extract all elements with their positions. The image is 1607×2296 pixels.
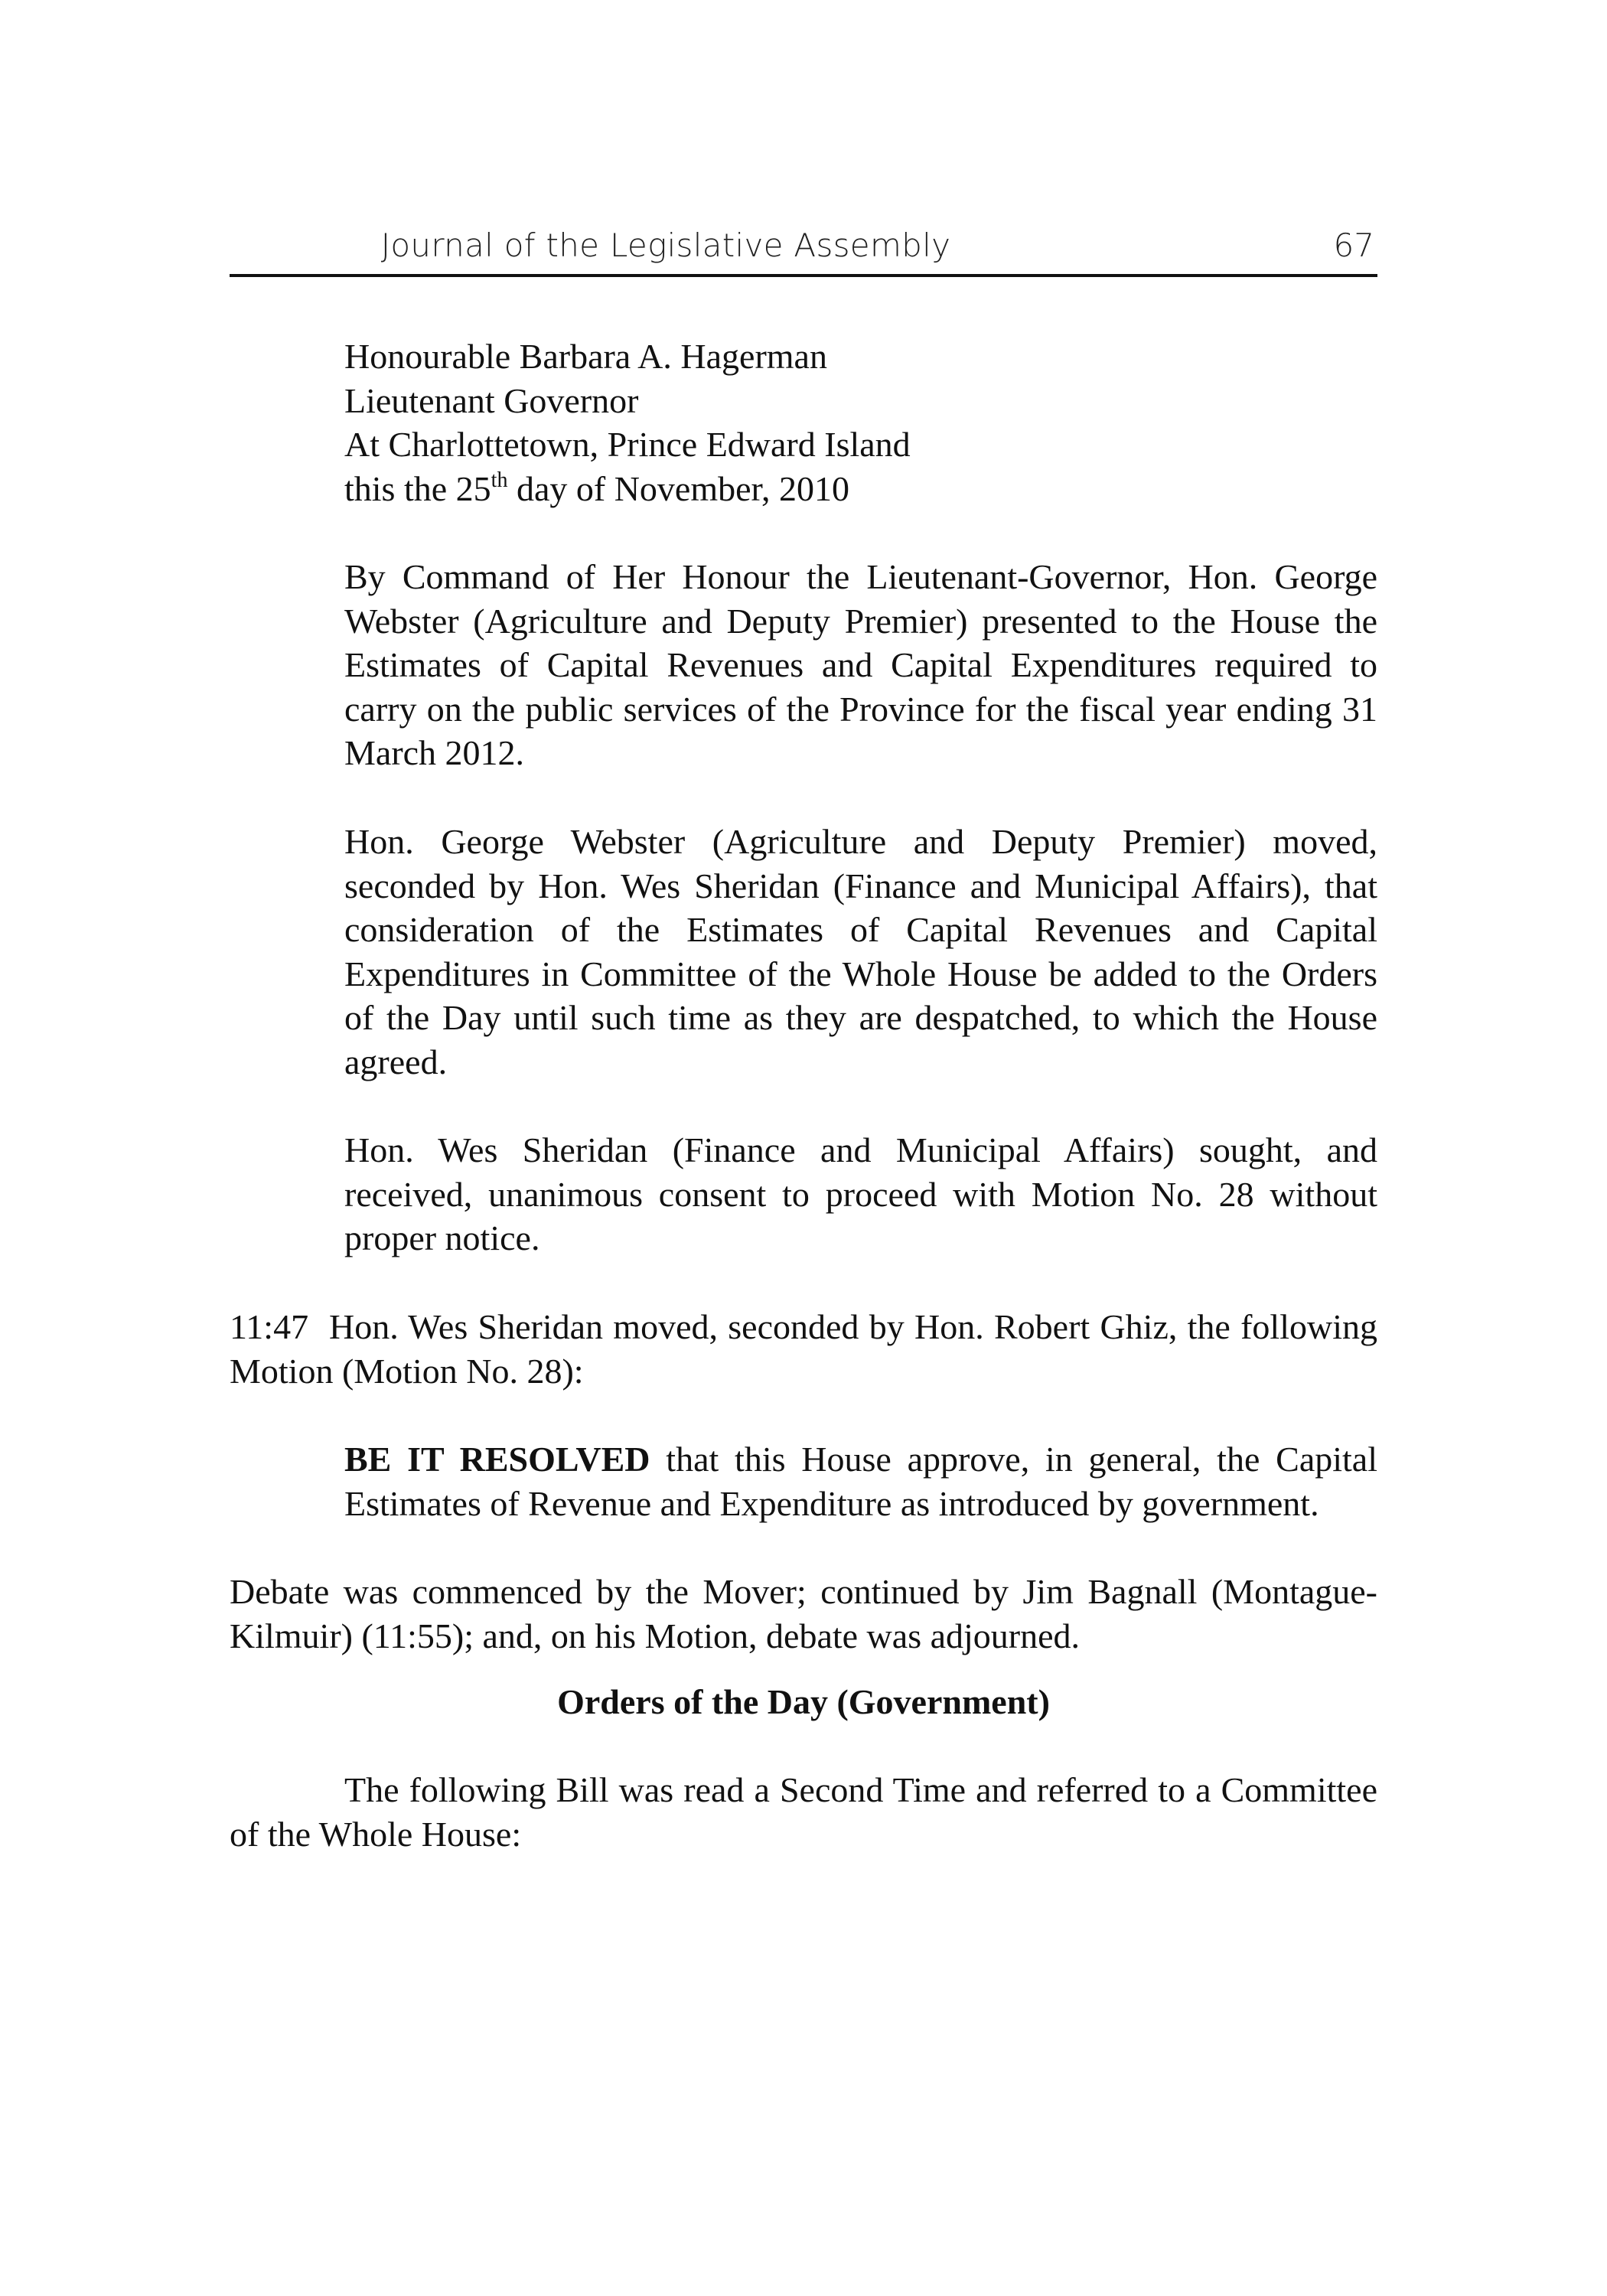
signature-date-ordinal: th — [491, 468, 508, 492]
signature-date — [344, 467, 1377, 511]
signatory-name: Honourable Barbara A. Hagerman — [344, 337, 827, 376]
header-rule — [230, 274, 1377, 277]
resolution-text: that this House approve, in general, the Capital Estimates of Revenue and Expenditure as introduced by government. — [344, 1440, 1377, 1523]
signature-date-suffix: day of November, 2010 — [507, 468, 849, 508]
resolution-keyword: BE IT RESOLVED — [344, 1440, 650, 1479]
page-number: 67 — [1333, 227, 1374, 264]
estimates-presented-paragraph: By Command of Her Honour the Lieutenant-Governor, Hon. George Webster (Agriculture and Deputy Premier) presented to the House the Estimates of Capital Revenues and Capital Expenditures required to carry on the public services of the Province for the fiscal year ending 31 March 2012. — [344, 557, 1377, 772]
debate-paragraph: Debate was commenced by the Mover; continued by Jim Bagnall (Montague-Kilmuir) (11:55); and, on his Motion, debate was adjourned. — [230, 1572, 1377, 1655]
consent-paragraph: Hon. Wes Sheridan (Finance and Municipal Affairs) sought, and received, unanimous consent to proceed with Motion No. 28 without proper notice. — [344, 1130, 1377, 1257]
signatory-office: Lieutenant Governor — [344, 380, 639, 420]
section-heading: Orders of the Day (Government) — [557, 1682, 1050, 1721]
closing-paragraph — [230, 1768, 1377, 1856]
running-header — [230, 227, 1377, 274]
motion-time: 11:47 — [230, 1307, 309, 1346]
journal-title: Journal of the Legislative Assembly — [380, 227, 951, 264]
closing-paragraph-text: The following Bill was read a Second Time and referred to a Committee of the Whole House: — [230, 1770, 1377, 1854]
signature-place: At Charlottetown, Prince Edward Island — [344, 425, 911, 464]
signature-block — [344, 334, 1377, 510]
motion-intro-paragraph — [230, 1305, 1377, 1393]
signature-date-prefix: this the 25 — [344, 468, 491, 508]
resolution-paragraph — [344, 1437, 1377, 1525]
motion-intro-text: Hon. Wes Sheridan moved, seconded by Hon. Robert Ghiz, the following Motion (Motion No. 28): — [230, 1307, 1377, 1391]
committee-motion-paragraph: Hon. George Webster (Agriculture and Deputy Premier) moved, seconded by Hon. Wes Sheridan (Finance and Municipal Affairs), that consideration of the Estimates of Capital Revenues and Capital Expenditures in Committee of the Whole House be added to the Orders of the Day until such time as they are despatched, to which the House agreed. — [344, 822, 1377, 1081]
